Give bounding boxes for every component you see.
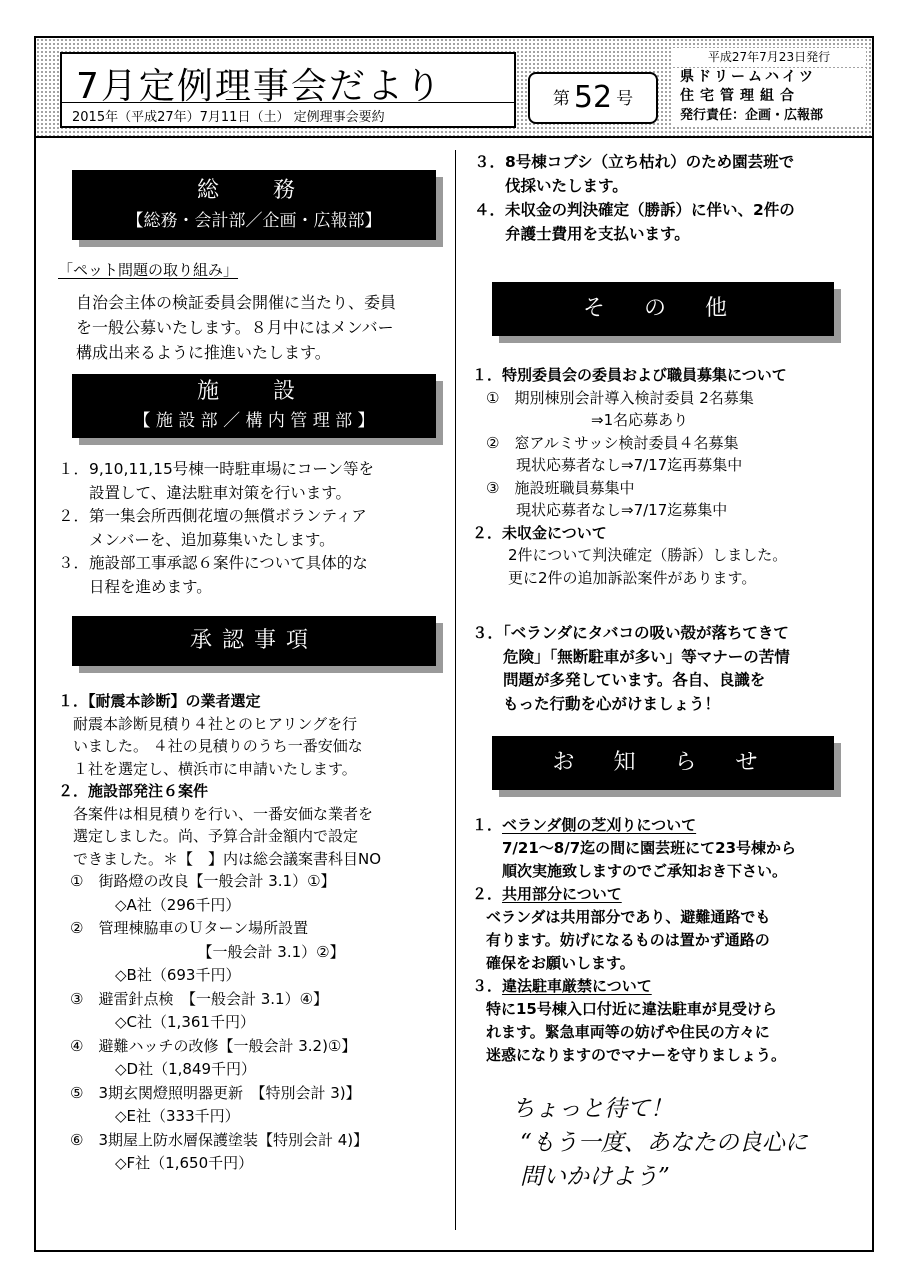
body-line: ベランダは共用部分であり、避難通路でも <box>486 908 771 926</box>
item-heading: ２．未収金について <box>472 523 607 542</box>
body-line: 有ります。妨げになるものは置かず通路の <box>486 931 770 949</box>
oshirase-items <box>472 814 796 1067</box>
item-heading: ２．施設部発注６案件 <box>58 782 209 800</box>
column-divider <box>455 150 456 1230</box>
manners-item <box>472 622 790 716</box>
body-line: 7/21～8/7迄の間に園芸班にて23号棟から <box>502 839 797 857</box>
case-line: 【一般会計 3.1）②】 <box>70 942 345 961</box>
item-number: １． <box>472 816 503 834</box>
list-item: 設置して、違法駐車対策を行います。 <box>58 483 351 502</box>
list-item: 日程を進めます。 <box>58 577 212 596</box>
section-title: そ の 他 <box>583 296 743 321</box>
section-heading-soumu <box>72 170 436 240</box>
body-line: 選定しました。尚、予算合計金額内で設定 <box>58 827 359 845</box>
publisher-block <box>672 68 866 126</box>
section-title: お 知 ら せ <box>552 750 774 775</box>
section-heading-shisetsu <box>72 374 436 438</box>
item-heading <box>472 975 796 998</box>
item-heading <box>472 883 796 906</box>
list-item: ３．施設部工事承認６案件について具体的な <box>58 554 368 572</box>
shounin-items <box>58 690 381 1176</box>
publisher-responsibility: 発行責任：企画・広報部 <box>680 108 824 123</box>
item-heading <box>472 814 796 837</box>
item-body <box>472 837 796 883</box>
soumu-body <box>76 290 396 365</box>
body-line: 迷惑になりますのでマナーを守りましょう。 <box>486 1046 787 1064</box>
list-item: １．9,10,11,15号棟一時駐車場にコーン等を <box>58 460 375 478</box>
body-line: 2件について判決確定（勝訴）しました。 <box>508 546 788 564</box>
list-item: 伐採いたします。 <box>474 177 628 195</box>
case-line: ◇A社（296千円） <box>70 895 241 914</box>
item-body <box>472 906 796 975</box>
section-subtitle: 【 施 設 部 ／ 構 内 管 理 部 】 <box>133 411 375 431</box>
section-title: 施 設 <box>196 379 311 404</box>
receivables-lines <box>472 544 787 589</box>
list-line: ③ 施設班職員募集中 <box>486 478 635 497</box>
item-number: ３． <box>472 977 503 995</box>
body-line: れます。緊急車両等の妨げや住民の方々に <box>486 1023 770 1041</box>
body-line: を一般公募いたします。８月中にはメンバー <box>76 318 394 337</box>
sonota-items <box>472 364 787 589</box>
body-line: ３．「ベランダにタバコの吸い殻が落ちてきて <box>472 624 789 642</box>
section-subtitle: 【総務・会計部／企画・広報部】 <box>126 211 382 231</box>
quote-line: “もう一度、あなたの良心に <box>520 1130 808 1156</box>
body-line: 問題が多発しています。各自、良識を <box>472 671 766 689</box>
issue-number-badge <box>528 72 658 124</box>
list-item: ２．第一集会所西側花壇の無償ボランティア <box>58 507 367 525</box>
item-heading: １．【耐震本診断】の業者選定 <box>58 692 261 710</box>
recruit-list <box>472 387 787 522</box>
case-line: ◇E社（333千円） <box>70 1107 240 1125</box>
body-line: 各案件は相見積りを行い、一番安価な業者を <box>58 804 374 823</box>
title-box <box>60 52 516 128</box>
list-item: メンバーを、追加募集いたします。 <box>58 530 335 549</box>
section-title: 総 務 <box>196 178 311 203</box>
masthead <box>36 38 872 138</box>
case-line: ◇B社（693千円） <box>70 966 241 984</box>
section-heading-oshirase <box>492 736 834 790</box>
case-line: ⑥ 3期屋上防水層保護塗装【特別会計 4)】 <box>70 1130 369 1149</box>
body-line: できました。＊【 】内は総会議案書科目NO <box>58 849 382 868</box>
body-line: いました。 ４社の見積りのうち一番安価な <box>58 737 363 755</box>
body-line: 確保をお願いします。 <box>486 954 635 972</box>
issue-number: 52 <box>573 80 613 115</box>
issue-prefix: 第 <box>552 89 570 109</box>
list-line: ② 窓アルミサッシ検討委員４名募集 <box>486 433 739 452</box>
list-line: ⇒1名応募あり <box>486 411 689 429</box>
case-line: ◇C社（1,361千円） <box>70 1013 255 1031</box>
case-line: ◇F社（1,650千円） <box>70 1154 254 1172</box>
shisetsu-items <box>58 458 374 599</box>
item-title: 違法駐車厳禁について <box>502 977 652 995</box>
case-line: ③ 避雷針点検 【一般会計 3.1）④】 <box>70 989 329 1008</box>
item-heading: １．特別委員会の委員および職員募集について <box>472 366 787 384</box>
section-heading-shounin <box>72 616 436 666</box>
case-list <box>58 870 381 1176</box>
quote-line: 問いかけよう” <box>520 1164 670 1190</box>
case-line: ◇D社（1,849千円） <box>70 1060 257 1078</box>
meeting-date-subtitle: 2015年（平成27年）7月11日（土） 定例理事会要約 <box>72 110 385 125</box>
list-line: 現状応募者なし⇒7/17迄再募集中 <box>486 456 743 474</box>
case-line: ① 街路燈の改良【一般会計 3.1）①】 <box>70 872 336 890</box>
item-title: 共用部分について <box>502 885 622 903</box>
body-line: 特に15号棟入口付近に違法駐車が見受けら <box>486 1000 777 1018</box>
body-line: 自治会主体の検証委員会開催に当たり、委員 <box>76 293 397 312</box>
list-item: 弁護士費用を支払います。 <box>474 225 690 243</box>
newsletter-title: 7月定例理事会だより <box>76 66 443 107</box>
org-name-line2: 住宅管理組合 <box>680 88 800 104</box>
item-title: ベランダ側の芝刈りについて <box>502 816 697 834</box>
body-line: 耐震本診断見積り４社とのヒアリングを行 <box>58 714 358 733</box>
closing-quote <box>512 1092 808 1194</box>
body-line: 構成出来るように推進いたします。 <box>76 343 331 362</box>
case-line: ④ 避難ハッチの改修【一般会計 3.2)①】 <box>70 1036 357 1055</box>
list-item: ４．未収金の判決確定（勝訴）に伴い、2件の <box>474 201 795 219</box>
item-number: ２． <box>472 885 503 903</box>
list-line: ① 期別棟別会計導入検討委員 2名募集 <box>486 388 754 407</box>
body-line: 更に2件の追加訴訟案件があります。 <box>508 568 757 587</box>
item-body <box>472 998 796 1067</box>
list-item: ３．8号棟コブシ（立ち枯れ）のため園芸班で <box>474 153 795 171</box>
case-line: ② 管理棟脇車のＵターン場所設置 <box>70 919 309 937</box>
body-line: 順次実施致しますのでご承知おき下さい。 <box>502 862 788 880</box>
issue-suffix: 号 <box>616 89 634 109</box>
shounin-continued <box>474 150 795 246</box>
publish-date: 平成27年7月23日発行 <box>672 48 866 65</box>
section-heading-sonota <box>492 282 834 336</box>
body-line: もった行動を心がけましょう！ <box>472 694 721 713</box>
body-line: １社を選定し、横浜市に申請いたします。 <box>58 759 357 778</box>
org-name-line1: 県ドリームハイツ <box>680 69 816 85</box>
case-line: ⑤ 3期玄関燈照明器更新 【特別会計 3)】 <box>70 1083 361 1102</box>
newsletter-page <box>34 36 874 1252</box>
quote-line: ちょっと待て！ <box>512 1096 673 1122</box>
topic-pet-issue: 「ペット問題の取り組み」 <box>58 261 239 279</box>
section-title: 承認事項 <box>189 628 318 653</box>
body-line: 危険」「無断駐車が多い」等マナーの苦情 <box>472 647 790 666</box>
list-line: 現状応募者なし⇒7/17迄募集中 <box>486 501 728 519</box>
title-divider <box>62 102 514 103</box>
